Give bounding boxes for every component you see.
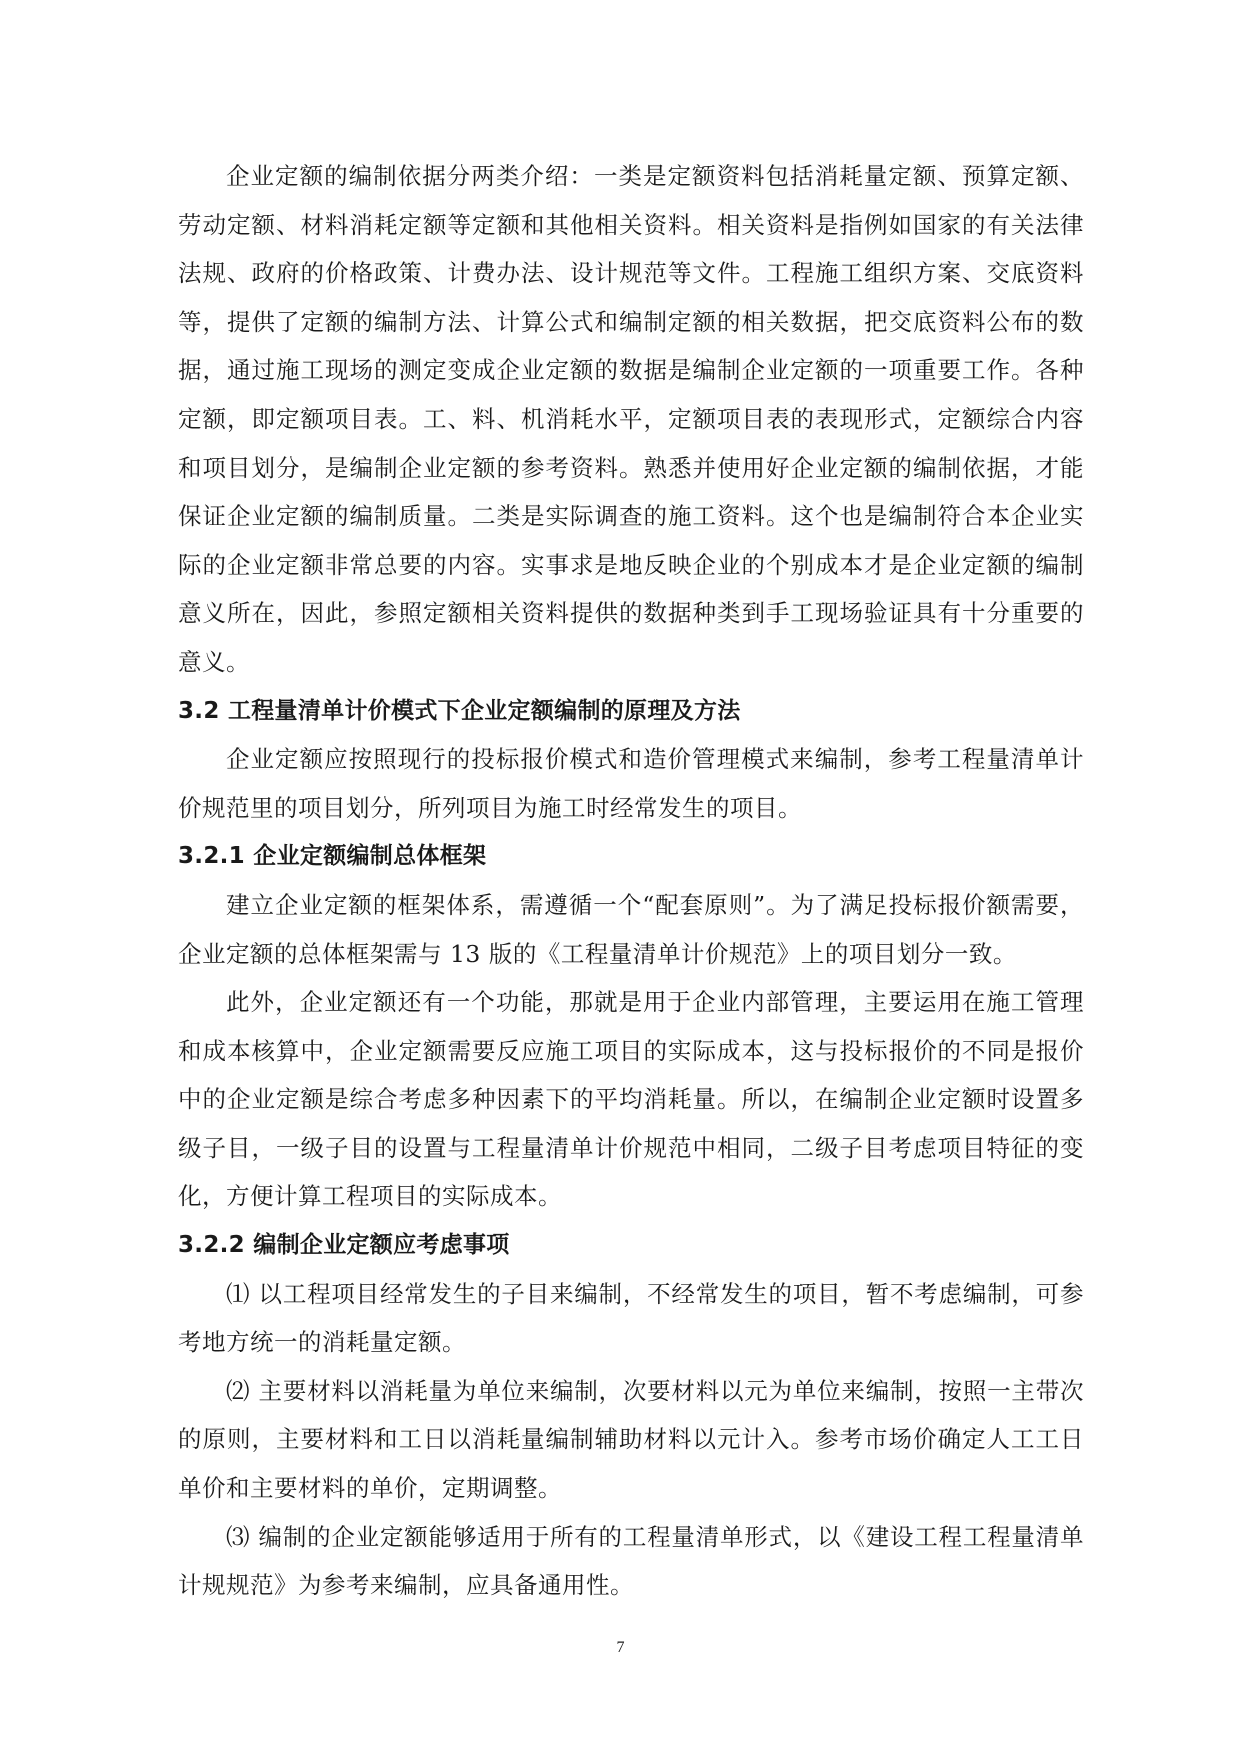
list-item-1: ⑴ 以工程项目经常发生的子目来编制，不经常发生的项目，暂不考虑编制，可参考地方统一的消耗量定额。	[178, 1279, 1084, 1357]
section-heading-3-2: 3.2 工程量清单计价模式下企业定额编制的原理及方法	[178, 697, 741, 724]
document-page	[178, 152, 1084, 1610]
paragraph-framework: 建立企业定额的框架体系，需遵循一个“配套原则”。为了满足投标报价额需要，企业定额的总体框架需与 13 版的《工程量清单计价规范》上的项目划分一致。	[178, 890, 1084, 968]
paragraph-internal-management: 此外，企业定额还有一个功能，那就是用于企业内部管理，主要运用在施工管理和成本核算中，企业定额需要反应施工项目的实际成本，这与投标报价的不同是报价中的企业定额是综合考虑多种因素下的平均消耗量。所以，在编制企业定额时设置多级子目，一级子目的设置与工程量清单计价规范中相同，二级子目考虑项目特征的变化，方便计算工程项目的实际成本。	[178, 988, 1084, 1211]
section-heading-3-2-2: 3.2.2 编制企业定额应考虑事项	[178, 1232, 510, 1259]
page-number: 7	[616, 1639, 625, 1656]
list-item-3: ⑶ 编制的企业定额能够适用于所有的工程量清单形式，以《建设工程工程量清单计规规范》为参考来编制，应具备通用性。	[178, 1522, 1084, 1600]
paragraph-compilation-basis: 企业定额的编制依据分两类介绍：一类是定额资料包括消耗量定额、预算定额、劳动定额、材料消耗定额等定额和其他相关资料。相关资料是指例如国家的有关法律法规、政府的价格政策、计费办法、设计规范等文件。工程施工组织方案、交底资料等，提供了定额的编制方法、计算公式和编制定额的相关数据，把交底资料公布的数据，通过施工现场的测定变成企业定额的数据是编制企业定额的一项重要工作。各种定额，即定额项目表。工、料、机消耗水平，定额项目表的表现形式，定额综合内容和项目划分，是编制企业定额的参考资料。熟悉并使用好企业定额的编制依据，才能保证企业定额的编制质量。二类是实际调查的施工资料。这个也是编制符合本企业实际的企业定额非常总要的内容。实事求是地反映企业的个别成本才是企业定额的编制意义所在，因此，参照定额相关资料提供的数据种类到手工现场验证具有十分重要的意义。	[178, 162, 1084, 676]
paragraph-compilation-mode: 企业定额应按照现行的投标报价模式和造价管理模式来编制，参考工程量清单计价规范里的项目划分，所列项目为施工时经常发生的项目。	[178, 745, 1084, 822]
section-heading-3-2-1: 3.2.1 企业定额编制总体框架	[178, 843, 487, 870]
list-item-2: ⑵ 主要材料以消耗量为单位来编制，次要材料以元为单位来编制，按照一主带次的原则，主要材料和工日以消耗量编制辅助材料以元计入。参考市场价确定人工工日单价和主要材料的单价，定期调整。	[178, 1376, 1084, 1503]
